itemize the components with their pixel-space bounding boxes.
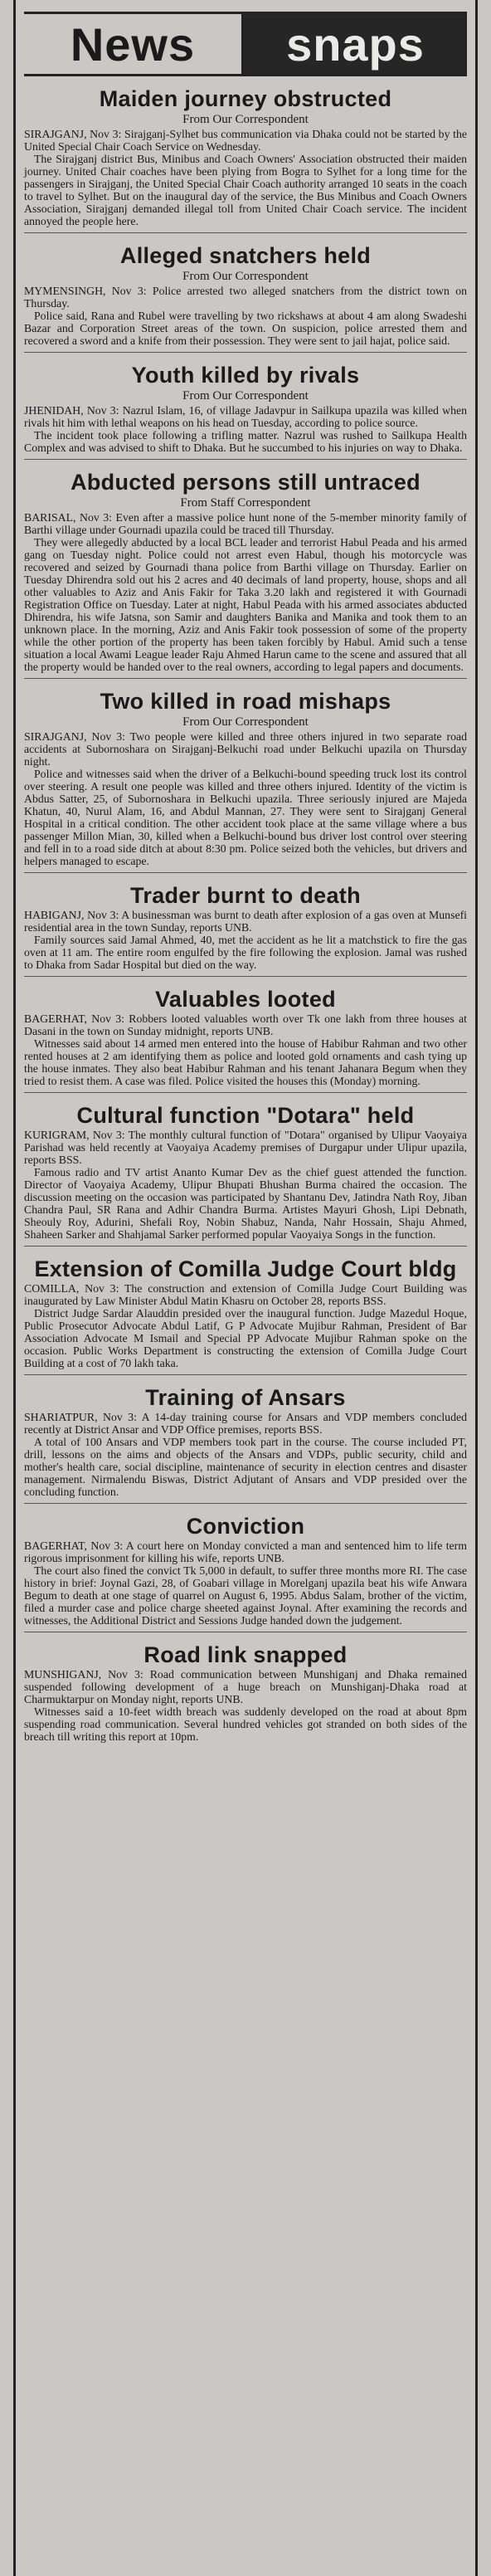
- story-headline: Training of Ansars: [145, 1385, 346, 1410]
- story-divider: [24, 352, 467, 353]
- masthead: [24, 12, 467, 76]
- story-paragraph: District Judge Sardar Alauddin presided over the inaugural function. Judge Mazedul Hoque, Public Prosecutor Advocate Abdul Latif, G P Advocate Mujibur Rahman, President of Bar Association Advocate M Ismail and Special PP Advocate Mujibur Rahman spoke on the occasion. Public Works Department is constructing the extension of Comilla Judge Court Building at a cost of 70 lakh taka.: [24, 1307, 467, 1369]
- news-story: [24, 689, 467, 873]
- story-paragraph: SIRAJGANJ, Nov 3: Sirajganj-Sylhet bus communication via Dhaka could not be started by the United Special Chair Coach Service on Wednesday.: [24, 128, 467, 153]
- story-headline: Youth killed by rivals: [131, 363, 360, 388]
- story-divider: [24, 872, 467, 873]
- news-story: [24, 1256, 467, 1375]
- news-story: [24, 1642, 467, 1743]
- story-headline: Two killed in road mishaps: [100, 689, 391, 714]
- story-paragraph: BARISAL, Nov 3: Even after a massive police hunt none of the 5-member minority family of Barthi village under Gournadi upazila could be traced till Thursday.: [24, 511, 467, 536]
- story-byline: From Our Correspondent: [182, 113, 309, 126]
- story-headline: Road link snapped: [143, 1642, 348, 1667]
- news-story: [24, 86, 467, 233]
- story-paragraph: A total of 100 Ansars and VDP members took part in the course. The course included PT, drill, lessons on the aims and objects of the Ansars and VDPs, public security, child and mother's health care, social discipline, maintenance of security in election centres and disaster management. Nirmalendu Biswas, District Adjutant of Ansars and VDP presided over the concluding function.: [24, 1436, 467, 1498]
- news-story: [24, 1385, 467, 1504]
- story-headline: Valuables looted: [155, 987, 336, 1012]
- story-paragraph: Police said, Rana and Rubel were travelling by two rickshaws at about 4 am along Swadeshi Bazar and Corporation Street areas of the town. On suspicion, police arrested them and recovered a sword and a knife from their possession. They were sent to jail hajat, police said.: [24, 310, 467, 347]
- story-paragraph: Witnesses said a 10-feet width breach was suddenly developed on the road at about 8pm suspending road communication. Several hundred vehicles got stranded on both sides of the breach till writing this report at 10pm.: [24, 1705, 467, 1743]
- story-divider: [24, 1092, 467, 1093]
- masthead-word-snaps: snaps: [244, 14, 467, 74]
- story-paragraph: The Sirajganj district Bus, Minibus and Coach Owners' Association obstructed their maiden journey. United Chair coaches have been plying from Bogra to Sylhet for a long time for the passengers in Sirajganj, the United Special Chair Coach authority arranged 10 seats in the coach to travel to Sylhet. But on the inaugural day of the service, the Bus Minibus and Coach Owners Association, Sirajganj demanded illegal toll from United Chair Coach service. The incident annoyed the people here.: [24, 153, 467, 227]
- story-paragraph: JHENIDAH, Nov 3: Nazrul Islam, 16, of village Jadavpur in Sailkupa upazila was killed when rivals hit him with lethal weapons on his head on Tuesday, according to police source.: [24, 404, 467, 429]
- story-paragraph: SHARIATPUR, Nov 3: A 14-day training course for Ansars and VDP members concluded recently at District Ansar and VDP Office premises, reports BSS.: [24, 1411, 467, 1436]
- story-paragraph: The court also fined the convict Tk 5,000 in default, to suffer three months more RI. The case history in brief: Joynal Gazi, 28, of Goabari village in Morelganj upazila beat his wife Anwara Begum to death at one stage of quarrel on August 6, 1995. Abdus Salam, brother of the victim, filed a murder case and police charge sheeted against Joynal. After examining the records and witnesses, the Additional District and Sessions Judge handed down the judgement.: [24, 1564, 467, 1627]
- story-paragraph: SIRAJGANJ, Nov 3: Two people were killed and three others injured in two separate road accidents at Subornoshara on Sirajganj-Belkuchi road under Belkuchi upazila on Thursday night.: [24, 730, 467, 768]
- news-story: [24, 243, 467, 353]
- story-paragraph: MYMENSINGH, Nov 3: Police arrested two alleged snatchers from the district town on Thursday.: [24, 285, 467, 310]
- stories-list: [24, 86, 467, 1743]
- story-paragraph: They were allegedly abducted by a local BCL leader and terrorist Habul Peada and his armed gang on Tuesday night. Police could not arrest even Habul, though his motorcycle was recovered and seized by Gournadi thana police from Barthi village on Thursday. Earlier on Tuesday Dhirendra sold out his 2 acres and 40 decimals of land property, house, shops and all other valuables to Aziz and Anis Fakir for Taka 3.20 lakh and registered it with Gournadi Registration Office on Tuesday. Later at night, Habul Peada with his armed associates abducted Dhirendra, his wife Jatsna, son Samir and daughters Banika and Manika and took them to an unknown place. In the morning, Aziz and Anis Fakir took possession of some of the property while the other portion of the property has been taken forcibly by Habul. Amid such a tense situation a local Awami League leader Raju Ahmed Harun came to the scene and assured that all the property would be handed over to the real owners, according to legal papers and documents.: [24, 536, 467, 673]
- story-byline: From Our Correspondent: [182, 715, 309, 729]
- story-headline: Maiden journey obstructed: [99, 86, 392, 111]
- story-headline: Trader burnt to death: [130, 883, 361, 908]
- story-paragraph: Police and witnesses said when the driver of a Belkuchi-bound speeding truck lost its control over steering. A result one people was killed and three others injured. Identity of the victim is Abdus Satter, 25, of Subornoshara in Belkuchi upazila. Three seriously injured are Majeda Khatun, 40, Nurul Alam, 16, and Abdul Mannan, 27. They were sent to Sirajganj General Hospital in a critical condition. The other accident took place at the same village where a bus passenger Millon Mian, 30, killed when a Belkuchi-bound bus driver lost control over steering and fell in to a road side ditch at about 8:30 pm. Police seized both the vehicles, but drivers and helpers managed to escape.: [24, 768, 467, 867]
- story-headline: Abducted persons still untraced: [70, 470, 421, 495]
- story-divider: [24, 1503, 467, 1504]
- story-byline: From Our Correspondent: [182, 389, 309, 402]
- story-headline: Extension of Comilla Judge Court bldg: [34, 1256, 457, 1281]
- story-divider: [24, 232, 467, 233]
- story-divider: [24, 1374, 467, 1375]
- news-story: [24, 987, 467, 1093]
- story-paragraph: BAGERHAT, Nov 3: A court here on Monday convicted a man and sentenced him to life term rigorous imprisonment for killing his wife, reports UNB.: [24, 1539, 467, 1564]
- news-story: [24, 363, 467, 460]
- story-divider: [24, 459, 467, 460]
- story-paragraph: Famous radio and TV artist Ananto Kumar Dev as the chief guest attended the function. Director of Vaoyaiya Academy, Ulipur Bhupati Bhushan Burma chaired the occasion. The discussion meeting on the occasion was participated by Shantanu Dev, Jatindra Nath Roy, Jiban Chandra Paul, SR Rana and Adhir Chandra Burma. Artistes Mayuri Ghosh, Lipi Debnath, Sheouly Roy, Adurini, Shefali Roy, Nobin Shabuz, Nanda, Nahr Hossain, Shaju Ahmed, Shaheen Sarker and Shahjamal Sarker performed popular Vaoyaiya Songs in the function.: [24, 1166, 467, 1241]
- story-paragraph: KURIGRAM, Nov 3: The monthly cultural function of "Dotara" organised by Ulipur Vaoyaiya Parishad was held recently at Vaoyaiya Academy premises of Durgapur under Ulipur upazila, reports BSS.: [24, 1129, 467, 1166]
- news-story: [24, 1514, 467, 1632]
- story-paragraph: COMILLA, Nov 3: The construction and extension of Comilla Judge Court Building was inaugurated by Law Minister Abdul Matin Khasru on October 28, reports BSS.: [24, 1282, 467, 1307]
- story-divider: [24, 976, 467, 977]
- story-byline: From Our Correspondent: [182, 270, 309, 283]
- story-headline: Cultural function "Dotara" held: [76, 1103, 415, 1128]
- story-byline: From Staff Correspondent: [180, 496, 311, 510]
- story-headline: Alleged snatchers held: [119, 243, 372, 268]
- news-column: [13, 0, 478, 2576]
- story-paragraph: BAGERHAT, Nov 3: Robbers looted valuables worth over Tk one lakh from three houses at Dasani in the town on Sunday midnight, reports UNB.: [24, 1012, 467, 1037]
- story-divider: [24, 678, 467, 679]
- story-paragraph: MUNSHIGANJ, Nov 3: Road communication between Munshiganj and Dhaka remained suspended following development of a huge breach on Munshiganj-Dhaka road at Charmuktarpur on Monday night, reports UNB.: [24, 1668, 467, 1705]
- story-paragraph: Family sources said Jamal Ahmed, 40, met the accident as he lit a matchstick to fire the gas oven at 11 am. The entire room engulfed by the fire following the explosion. Jamal was rushed to Dhaka from Sadar Hospital but died on the way.: [24, 934, 467, 971]
- news-story: [24, 470, 467, 679]
- story-paragraph: Witnesses said about 14 armed men entered into the house of Habibur Rahman and two other rented houses at 2 am identifying them as police and looted gold ornaments and cash tying up the house inmates. They also beat Habibur Rahman and his tenant Jahanara Begum when they tried to resist them. A case was filed. Police visited the houses this (Monday) morning.: [24, 1037, 467, 1087]
- masthead-word-news: News: [24, 14, 244, 74]
- news-story: [24, 883, 467, 977]
- story-headline: Conviction: [186, 1514, 305, 1539]
- story-divider: [24, 1246, 467, 1247]
- story-paragraph: The incident took place following a trifling matter. Nazrul was rushed to Sailkupa Health Complex and was advised to shift to Dhaka. But he succumbed to his injuries on way to Dhaka.: [24, 429, 467, 454]
- news-story: [24, 1103, 467, 1247]
- story-paragraph: HABIGANJ, Nov 3: A businessman was burnt to death after explosion of a gas oven at Munsefi residential area in the town Sunday, reports UNB.: [24, 909, 467, 934]
